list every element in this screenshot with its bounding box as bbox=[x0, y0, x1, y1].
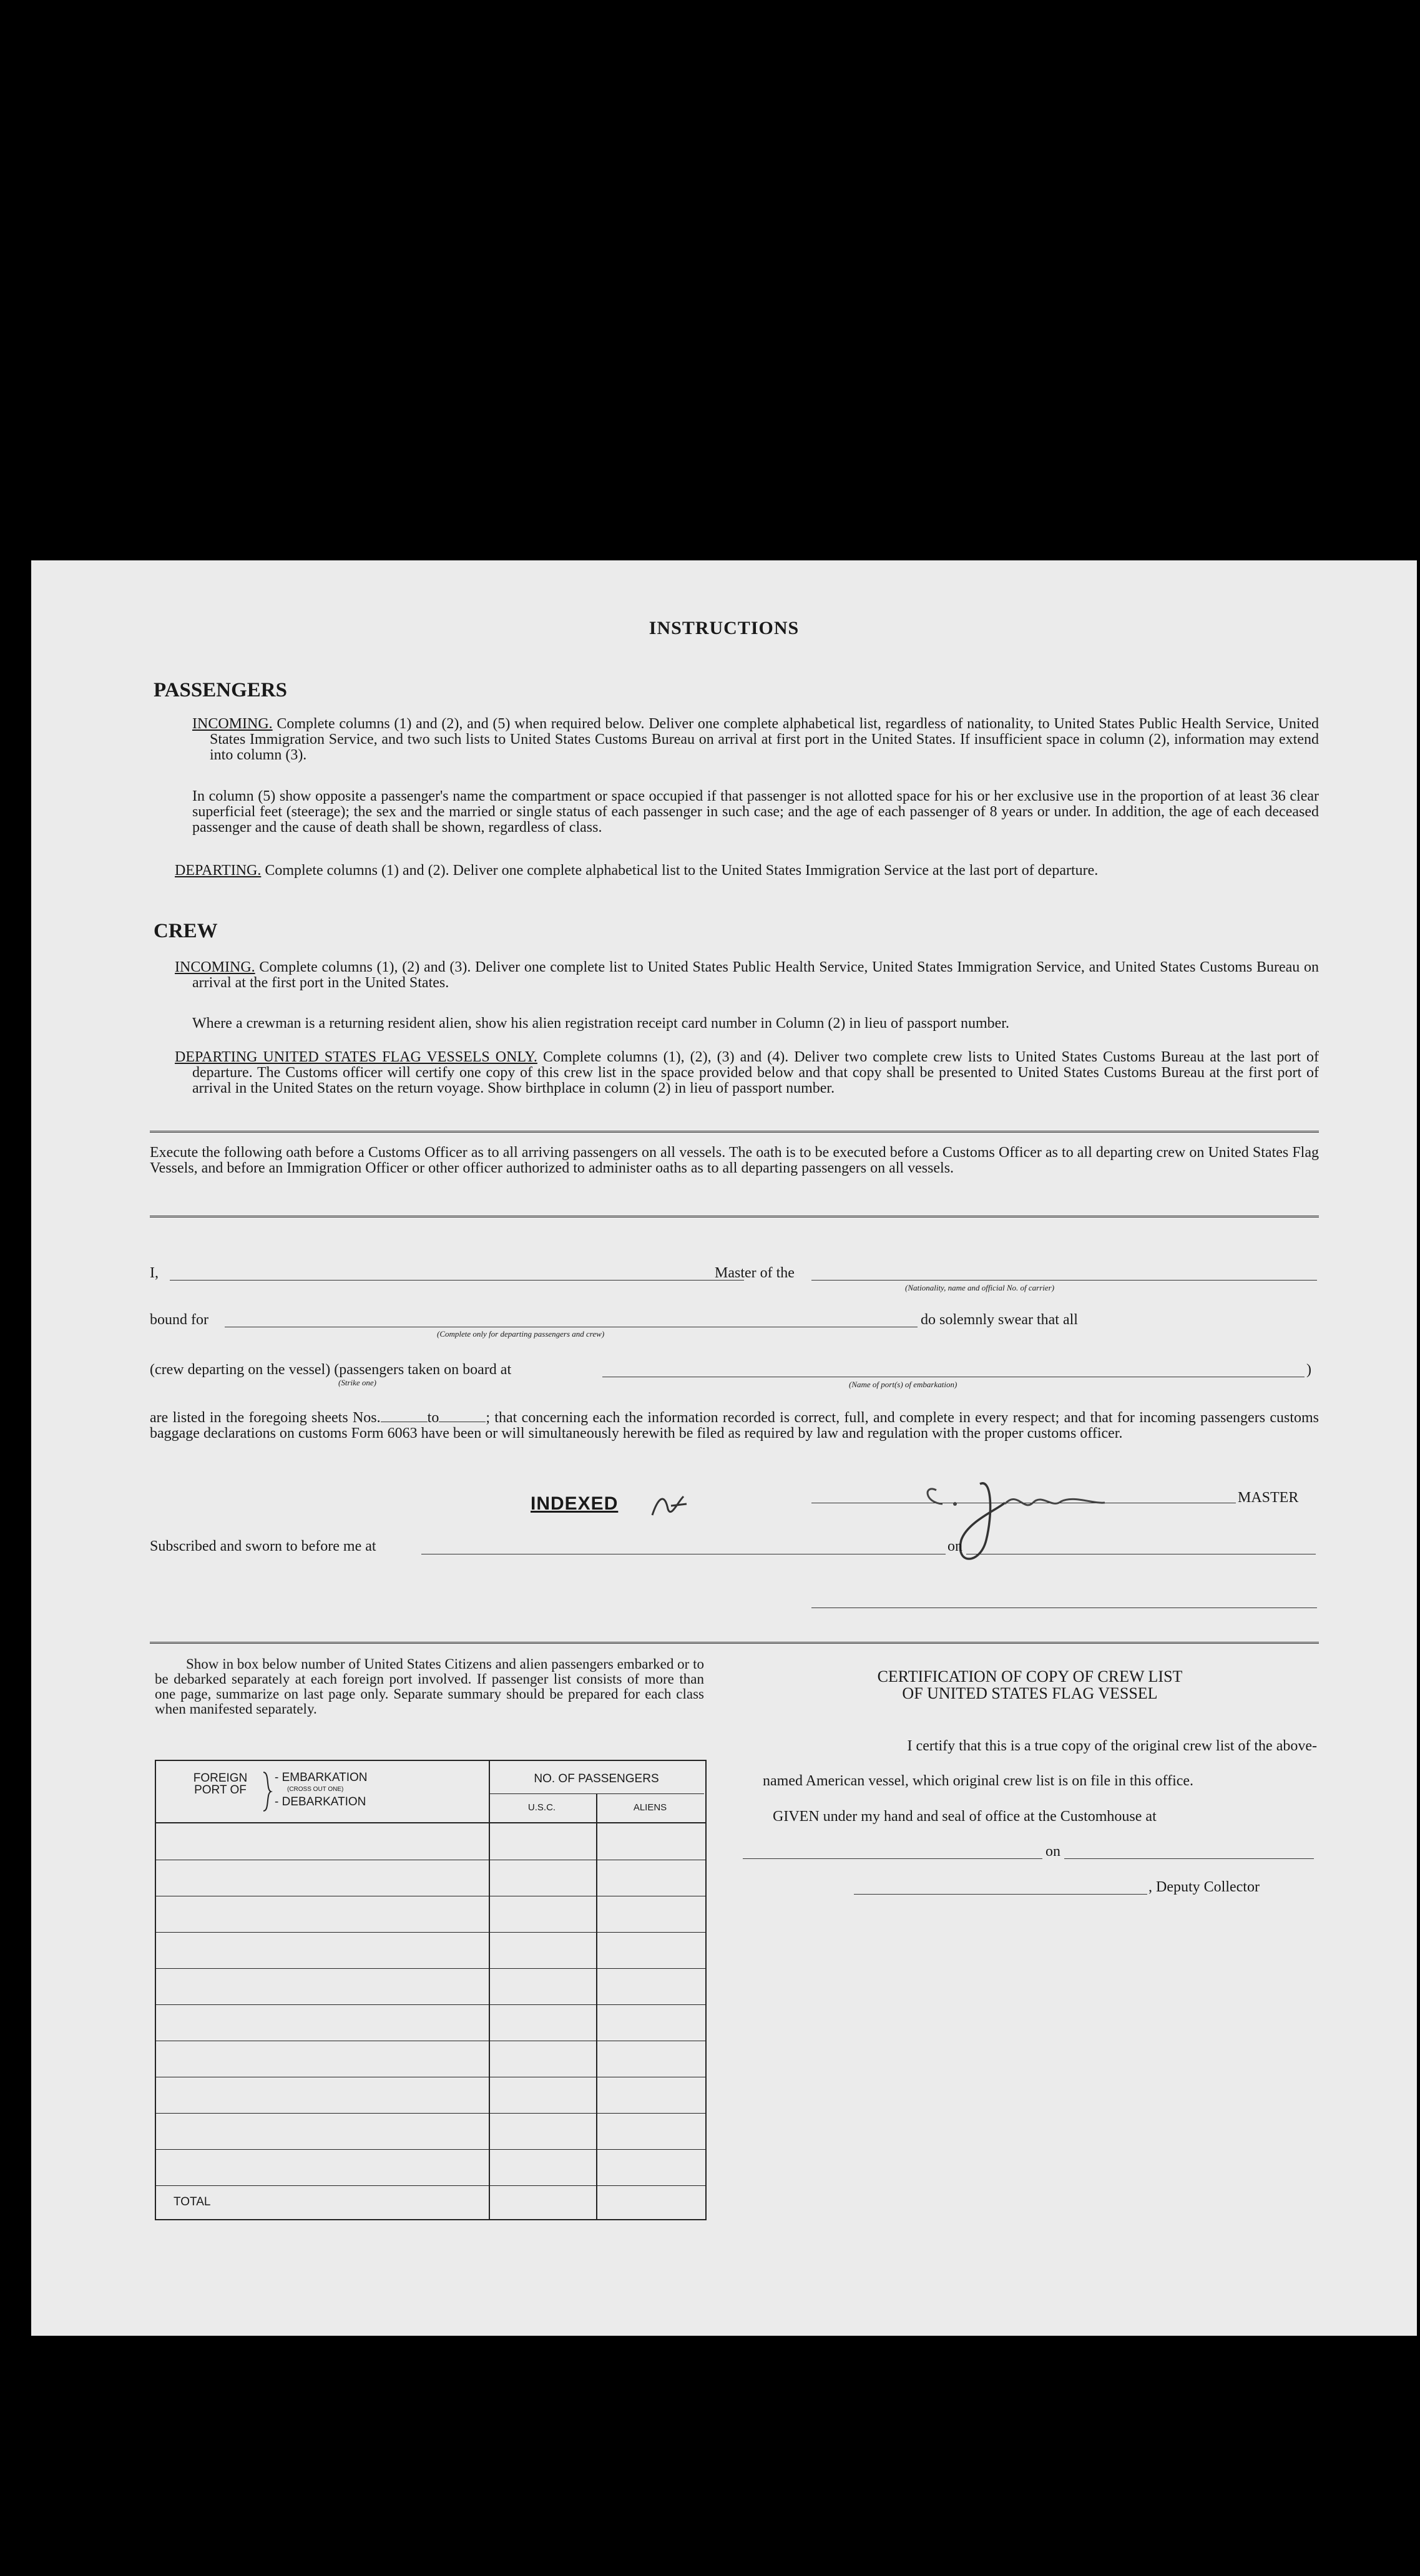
master-signature bbox=[899, 1465, 1136, 1578]
crew-incoming-label: INCOMING. bbox=[175, 959, 255, 975]
passengers-incoming-label: INCOMING. bbox=[192, 716, 273, 732]
crew-departing-option: (crew departing on the vessel) (passengers taken on board at bbox=[150, 1362, 512, 1378]
oath-i-label: I, bbox=[150, 1265, 159, 1281]
total-label: TOTAL bbox=[174, 2195, 211, 2208]
divider bbox=[150, 1216, 1319, 1219]
crew-departing bbox=[175, 1050, 1319, 1096]
passengers-heading: PASSENGERS bbox=[154, 679, 287, 701]
carrier-note: (Nationality, name and official No. of carrier) bbox=[905, 1283, 1055, 1292]
aliens-header: ALIENS bbox=[633, 1802, 667, 1813]
divider bbox=[150, 1131, 1319, 1134]
bound-for-label: bound for bbox=[150, 1312, 208, 1328]
table-row bbox=[156, 2149, 705, 2150]
summary-instructions: Show in box below number of United States Citizens and alien passengers embarked or to be debarked separately at each foreign port involved. If passenger list consists of more than one page, summarize on last page only. Separate summary should be prepared for each class when manifested separately. bbox=[155, 1656, 704, 1717]
master-of-label: Master of the bbox=[715, 1265, 795, 1281]
crew-incoming bbox=[175, 960, 1319, 991]
certification-text2: named American vessel, which original crew list is on file in this office. bbox=[763, 1773, 1194, 1789]
indexed-initial-mark bbox=[649, 1490, 693, 1521]
usc-header: U.S.C. bbox=[527, 1802, 556, 1813]
crew-heading: CREW bbox=[154, 920, 218, 942]
col-foreign-port: FOREIGN PORT OF bbox=[193, 1772, 248, 1797]
table-row bbox=[156, 2185, 705, 2186]
close-paren: ) bbox=[1306, 1362, 1311, 1378]
certification-date-line[interactable] bbox=[1064, 1858, 1314, 1859]
table-row bbox=[156, 1932, 705, 1933]
listed-text: ; that concerning each the information recorded is correct, full, and complete in every respect; and that for incoming passengers customs baggage declarations on customs Form 6063 have been or will simultaneously herewith be filed as required by law and regulation with the proper customs officer. bbox=[150, 1410, 1319, 1442]
passengers-departing-text: Complete columns (1) and (2). Deliver one complete alphabetical list to the United States Immigration Service at the last port of departure. bbox=[265, 862, 1099, 879]
strike-one-note: (Strike one) bbox=[338, 1378, 377, 1387]
page-title: INSTRUCTIONS bbox=[649, 618, 800, 638]
passengers-departing-label: DEPARTING. bbox=[175, 862, 262, 879]
crew-departing-text: Complete columns (1), (2), (3) and (4). Deliver two complete crew lists to United States Customs Bureau at the last port of departure. The Customs officer will certify one copy of this crew list in the space provided below and that copy shall be presented to United States Customs Bureau at the first port of arrival in the United States on the return voyage. Show birthplace in column (2) in lieu of passport number. bbox=[192, 1049, 1319, 1096]
port-note: (Name of port(s) of embarkation) bbox=[849, 1380, 957, 1389]
passengers-column5-text: In column (5) show opposite a passenger's name the compartment or space occupied if that passenger is not allotted space for his or her exclusive use in the proportion of at least 36 clear superficial feet (steerage); the sex and the married or single status of each passenger in such case; and the age of each passenger of 8 years or under. In addition, the age of each deceased passenger and the cause of death shall be shown, regardless of class. bbox=[192, 788, 1319, 836]
table-row bbox=[156, 2113, 705, 2114]
table-row bbox=[156, 2004, 705, 2005]
certification-on: on bbox=[1045, 1843, 1060, 1860]
certification-title-line2: OF UNITED STATES FLAG VESSEL bbox=[902, 1684, 1158, 1702]
crew-incoming-text: Complete columns (1), (2) and (3). Deliver one complete list to United States Public Health Service, United States Immigration Service, and United States Customs Bureau on arrival at the first port in the United States. bbox=[192, 959, 1320, 991]
master-name-line[interactable] bbox=[170, 1280, 744, 1281]
column-divider bbox=[489, 1761, 490, 2219]
certification-given: GIVEN under my hand and seal of office at the Customhouse at bbox=[773, 1808, 1157, 1825]
passenger-summary-table bbox=[155, 1760, 707, 2220]
crew-alien-text: Where a crewman is a returning resident alien, show his alien registration receipt card number in Column (2) in lieu of passport number. bbox=[192, 1015, 1009, 1032]
brace-icon bbox=[261, 1771, 273, 1812]
no-passengers-header: NO. OF PASSENGERS bbox=[534, 1772, 659, 1785]
passengers-incoming-text: Complete columns (1) and (2), and (5) when required below. Deliver one complete alphabetical list, regardless of nationality, to United States Public Health Service, United States Immigration Service, and two such lists to United States Customs Bureau on arrival at first port in the United States. If insufficient space in column (2), information may extend into column (3). bbox=[210, 716, 1320, 763]
debarkation-label: - DEBARKATION bbox=[275, 1795, 366, 1808]
swear-text: do solemnly swear that all bbox=[921, 1312, 1078, 1328]
certification-title bbox=[743, 1668, 1317, 1702]
column-divider bbox=[596, 1793, 597, 2219]
carrier-line[interactable] bbox=[811, 1280, 1317, 1281]
deputy-collector-label: , Deputy Collector bbox=[1148, 1879, 1260, 1895]
crew-departing-label: DEPARTING UNITED STATES FLAG VESSELS ONLY. bbox=[175, 1049, 537, 1065]
table-row bbox=[156, 1968, 705, 1969]
bound-note: (Complete only for departing passengers and crew) bbox=[437, 1329, 605, 1339]
oath-intro: Execute the following oath before a Customs Officer as to all arriving passengers on all vessels. The oath is to be executed before a Customs Officer as to all departing crew on United States Flag Vessels, and before an Immigration Officer or other officer authorized to administer oaths as to all departing passengers on all vessels. bbox=[150, 1144, 1319, 1176]
sworn-on-label: on bbox=[947, 1538, 962, 1554]
passengers-departing bbox=[175, 863, 1319, 879]
customhouse-line[interactable] bbox=[743, 1858, 1042, 1859]
embarkation-label: - EMBARKATION bbox=[275, 1771, 368, 1784]
divider bbox=[150, 1642, 1319, 1646]
master-label: MASTER bbox=[1238, 1490, 1299, 1506]
certification-title-line1: CERTIFICATION OF COPY OF CREW LIST bbox=[877, 1667, 1183, 1686]
deputy-collector-line[interactable] bbox=[854, 1894, 1147, 1895]
indexed-stamp: INDEXED bbox=[531, 1493, 619, 1514]
listed-to: to bbox=[427, 1410, 439, 1426]
certification-text1: I certify that this is a true copy of the original crew list of the above- bbox=[907, 1738, 1317, 1754]
form-page bbox=[31, 560, 1417, 2336]
subscribed-label: Subscribed and sworn to before me at bbox=[150, 1538, 376, 1554]
passengers-incoming bbox=[192, 716, 1319, 763]
oath-listed bbox=[150, 1410, 1319, 1442]
cross-out-note: (CROSS OUT ONE) bbox=[287, 1786, 344, 1793]
listed-pre: are listed in the foregoing sheets Nos. bbox=[150, 1410, 381, 1426]
